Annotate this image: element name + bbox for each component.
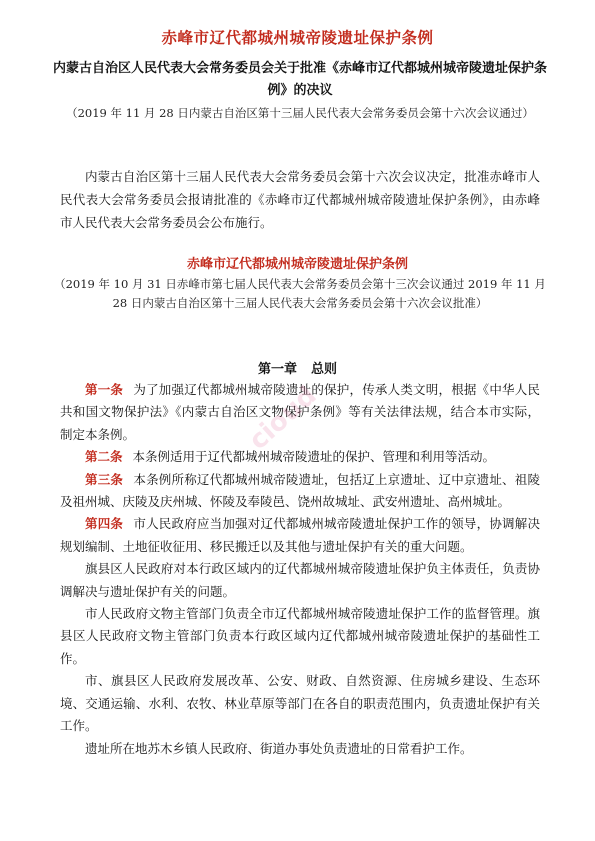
articles-section bbox=[60, 379, 540, 760]
paragraph-cultural-relics-dept: 市人民政府文物主管部门负责全市辽代都城州城帝陵遗址保护工作的监督管理。旗县区人民政府文物主管部门负责本行政区域内辽代都城州城帝陵遗址保护的基础性工作。 bbox=[60, 606, 540, 666]
article-1 bbox=[60, 379, 540, 446]
article-4 bbox=[60, 513, 540, 558]
article-label: 第四条 bbox=[85, 516, 124, 532]
article-label: 第二条 bbox=[85, 449, 123, 465]
article-label: 第一条 bbox=[85, 382, 124, 397]
article-3 bbox=[60, 469, 540, 514]
chapter-number: 第一章 bbox=[257, 362, 297, 377]
paragraph-other-departments: 市、旗县区人民政府发展改革、公安、财政、自然资源、住房城乡建设、生态环境、交通运输、水利、农牧、林业草原等部门在各自的职责范围内，负责遗址保护有关工作。 bbox=[60, 673, 540, 734]
intro-paragraph: 内蒙古自治区第十三届人民代表大会常务委员会第十六次会议决定，批准赤峰市人民代表大会常务委员会报请批准的《赤峰市辽代都城州城帝陵遗址保护条例》，由赤峰市人民代表大会常务委员会公布施行。 bbox=[60, 169, 540, 230]
decision-title: 内蒙古自治区人民代表大会常务委员会关于批准《赤峰市辽代都城州城帝陵遗址保护条例》的决议 bbox=[52, 61, 547, 98]
paragraph-county-responsibility: 旗县区人民政府对本行政区域内的辽代都城州城帝陵遗址保护负主体责任，负责协调解决与遗址保护有关的问题。 bbox=[60, 561, 540, 599]
article-label: 第三条 bbox=[85, 471, 124, 487]
article-text: 为了加强辽代都城州城帝陵遗址的保护，传承人类文明，根据《中华人民共和国文物保护法》《内蒙古自治区文物保护条例》等有关法律法规，结合本市实际，制定本条例。 bbox=[60, 382, 540, 442]
article-text: 市人民政府应当加强对辽代都城州城帝陵遗址保护工作的领导，协调解决规划编制、土地征收征用、移民搬迁以及其他与遗址保护有关的重大问题。 bbox=[60, 516, 540, 554]
article-text: 本条例适用于辽代都城州城帝陵遗址的保护、管理和利用等活动。 bbox=[132, 449, 496, 465]
decision-note: （2019 年 11 月 28 日内蒙古自治区第十三届人民代表大会常务委员会第十六次会议通过） bbox=[66, 106, 534, 120]
watermark-logo: cioud bbox=[243, 380, 323, 456]
article-2 bbox=[60, 446, 540, 468]
regulation-title: 赤峰市辽代都城州城帝陵遗址保护条例 bbox=[186, 257, 408, 272]
chapter-heading bbox=[0, 358, 595, 377]
chapter-name: 总则 bbox=[311, 362, 338, 377]
paragraph-township-care: 遗址所在地苏木乡镇人民政府、街道办事处负责遗址的日常看护工作。 bbox=[85, 740, 473, 756]
article-text: 本条例所称辽代都城州城帝陵遗址，包括辽上京遗址、辽中京遗址、祖陵及祖州城、庆陵及庆州城、怀陵及奉陵邑、饶州故城址、武安州遗址、高州城址。 bbox=[60, 471, 540, 510]
regulation-note: （2019 年 10 月 31 日赤峰市第七届人民代表大会常务委员会第十三次会议通过 2019 年 11 月 28 日内蒙古自治区第十三届人民代表大会常务委员会第十六次会议批准） bbox=[54, 277, 546, 310]
document-title: 赤峰市辽代都城州城帝陵遗址保护条例 bbox=[161, 29, 434, 47]
